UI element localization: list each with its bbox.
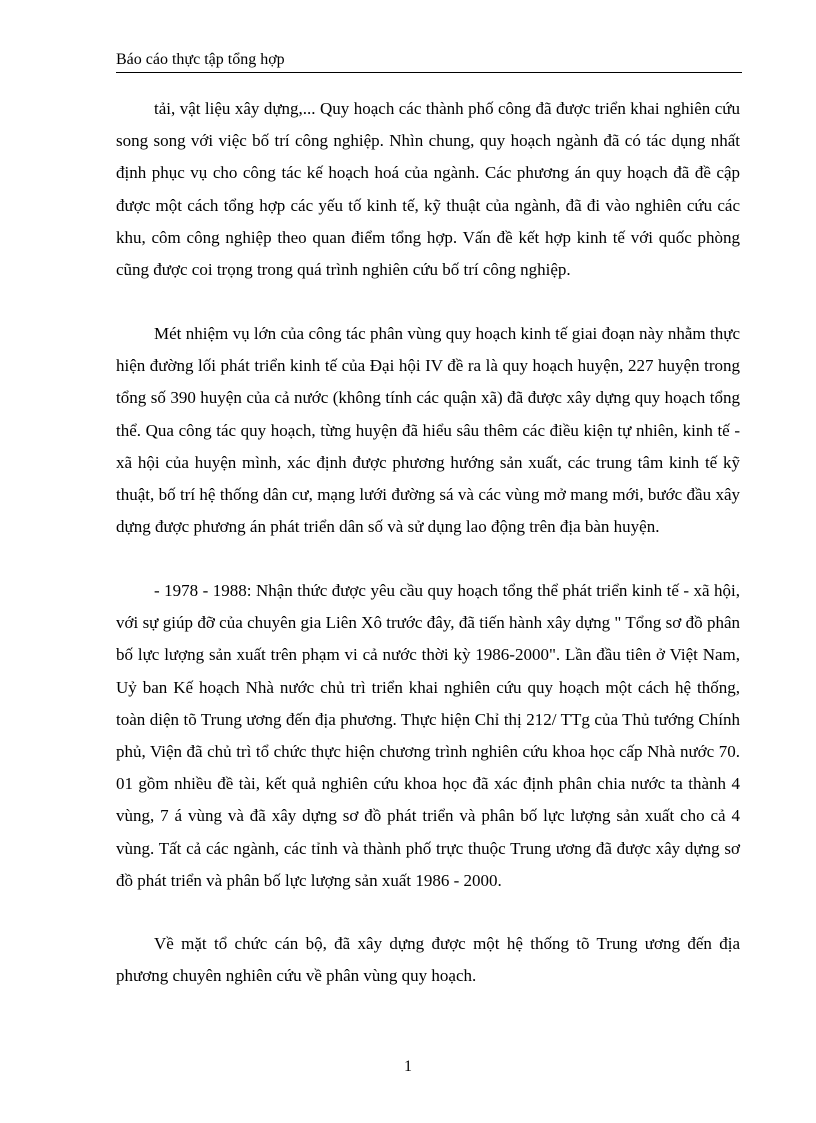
paragraph-1: tải, vật liệu xây dựng,... Quy hoạch các thành phố công đã được triển khai nghiên cứu song song với việc bố trí công nghiệp. Nhìn chung, quy hoạch ngành đã có tác dụng nhất định phục vụ cho công tác kế hoạch hoá của ngành. Các phương án quy hoạch đã đề cập được một cách tổng hợp các yếu tố kinh tế, kỹ thuật của ngành, đã đi vào nghiên cứu các khu, côm công nghiệp theo quan điểm tổng hợp. Vấn đề kết hợp kinh tế với quốc phòng cũng được coi trọng trong quá trình nghiên cứu bố trí công nghiệp. [116, 99, 740, 280]
paragraph-3: - 1978 - 1988: Nhận thức được yêu cầu quy hoạch tổng thể phát triển kinh tế - xã hội, với sự giúp đỡ của chuyên gia Liên Xô trước đây, đã tiến hành xây dựng " Tổng sơ đồ phân bố lực lượng sản xuất trên phạm vi cả nước thời kỳ 1986-2000". Lần đầu tiên ở Việt Nam, Uỷ ban Kế hoạch Nhà nước chủ trì triển khai nghiên cứu quy hoạch một cách hệ thống, toàn diện tõ Trung ương đến địa phương. Thực hiện Chỉ thị 212/ TTg của Thủ tướng Chính phủ, Viện đã chủ trì tổ chức thực hiện chương trình nghiên cứu khoa học cấp Nhà nước 70. 01 gồm nhiều đề tài, kết quả nghiên cứu khoa học đã xác định phân chia nước ta thành 4 vùng, 7 á vùng và đã xây dựng sơ đồ phát triển và phân bố lực lượng sản xuất cho cả 4 vùng. Tất cả các ngành, các tỉnh và thành phố trực thuộc Trung ương đã được xây dựng sơ đồ phát triển và phân bố lực lượng sản xuất 1986 - 2000. [116, 581, 740, 890]
page-number: 1 [404, 1058, 412, 1075]
page-header [116, 48, 742, 73]
header-title: Báo cáo thực tập tổng hợp [116, 51, 285, 68]
paragraph-4: Về mặt tổ chức cán bộ, đã xây dựng được một hệ thống tõ Trung ương đến địa phương chuyên nghiên cứu về phân vùng quy hoạch. [116, 934, 740, 986]
paragraph-2: Mét nhiệm vụ lớn của công tác phân vùng quy hoạch kinh tế giai đoạn này nhằm thực hiện đường lối phát triển kinh tế của Đại hội IV đề ra là quy hoạch huyện, 227 huyện trong tổng số 390 huyện của cả nước (không tính các quận xã) đã được xây dựng quy hoạch tổng thể. Qua công tác quy hoạch, từng huyện đã hiểu sâu thêm các điều kiện tự nhiên, kinh tế - xã hội của huyện mình, xác định được phương hướng sản xuất, các trung tâm kinh tế kỹ thuật, bố trí hệ thống dân cư, mạng lưới đường sá và các vùng mở mang mới, bước đầu xây dựng được phương án phát triển dân số và sử dụng lao động trên địa bàn huyện. [116, 324, 740, 537]
